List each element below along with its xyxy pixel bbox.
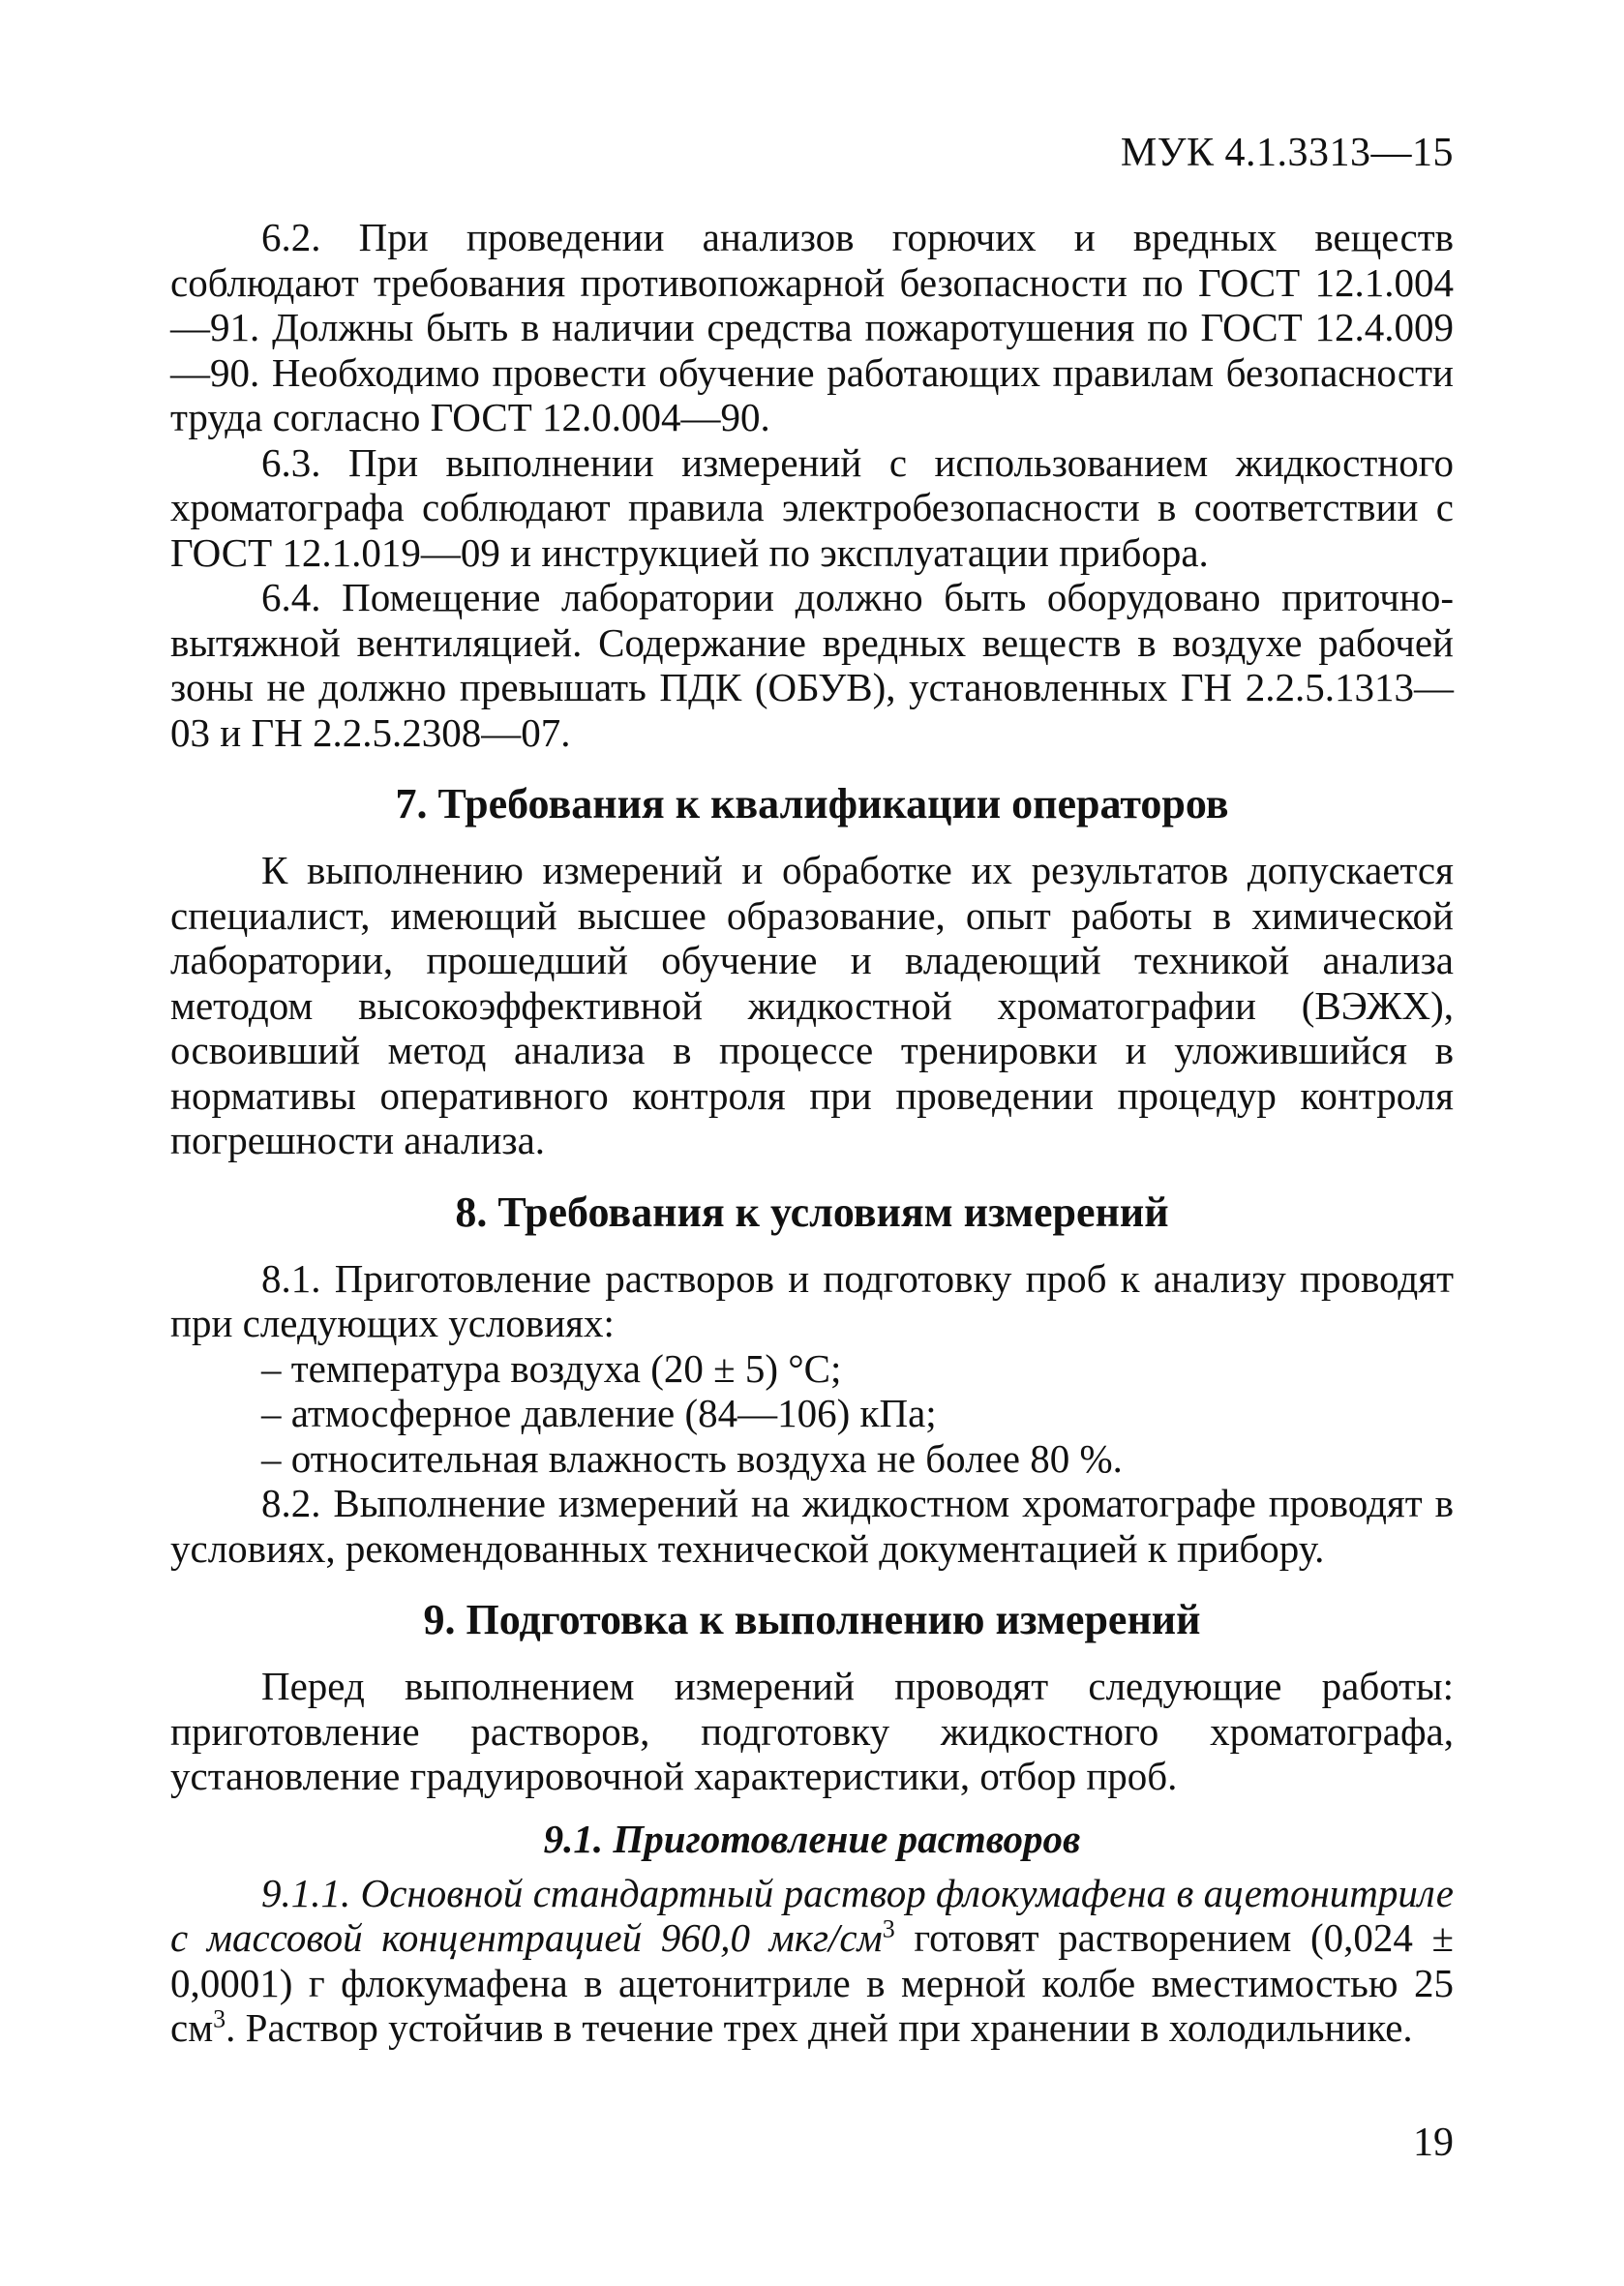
superscript-cube: 3 <box>882 1914 895 1943</box>
paragraph-6-4: 6.4. Помещение лаборатории должно быть оборудовано приточно-вытяжной вентиляцией. Содержание вредных веществ в воздухе рабочей зоны не должно превышать ПДК (ОБУВ), установленных ГН 2.2.5.1313—03 и ГН 2.2.5.2308—07. <box>170 575 1454 755</box>
paragraph-9-1-1 <box>170 1871 1454 2051</box>
running-head: МУК 4.1.3313—15 <box>1120 131 1454 175</box>
paragraph-9-1-1-end: . Раствор устойчив в течение трех дней при хранении в холодильнике. <box>226 2005 1413 2050</box>
paragraph-8-1: 8.1. Приготовление растворов и подготовку проб к анализу проводят при следующих условиях: <box>170 1255 1454 1345</box>
section-9-heading: 9. Подготовка к выполнению измерений <box>423 1596 1201 1643</box>
subsection-9-1-heading: 9.1. Приготовление растворов <box>543 1816 1081 1861</box>
condition-item-pressure: – атмосферное давление (84—106) кПа; <box>261 1391 937 1435</box>
paragraph-9-1-1-text: готовят растворением (0,024 ± 0,0001) г флокумафена в ацетонитриле в мерной колбе вместимостью 25 см <box>170 1915 1454 2050</box>
page-number: 19 <box>1413 2121 1454 2165</box>
section-9-body: Перед выполнением измерений проводят следующие работы: приготовление растворов, подготовку жидкостного хроматографа, установление градуировочной характеристики, отбор проб. <box>170 1664 1454 1798</box>
superscript-cube: 3 <box>213 2004 226 2033</box>
condition-item-humidity: – относительная влажность воздуха не более 80 %. <box>261 1435 1123 1481</box>
paragraph-8-2: 8.2. Выполнение измерений на жидкостном хроматографе проводят в условиях, рекомендованных технической документацией к прибору. <box>170 1481 1454 1571</box>
paragraph-9-1-1-title: 9.1.1. Основной стандартный раствор флокумафена в ацетонитриле с массовой концентрацией 960,0 мкг/см <box>170 1870 1454 1960</box>
section-7-heading: 7. Требования к квалификации операторов <box>395 780 1229 827</box>
paragraph-6-3: 6.3. При выполнении измерений с использованием жидкостного хроматографа соблюдают правила электробезопасности в соответствии с ГОСТ 12.1.019—09 и инструкцией по эксплуатации прибора. <box>170 439 1454 575</box>
section-8-heading: 8. Требования к условиям измерений <box>455 1188 1169 1236</box>
paragraph-6-2: 6.2. При проведении анализов горючих и вредных веществ соблюдают требования противопожарной безопасности по ГОСТ 12.1.004—91. Должны быть в наличии средства пожаротушения по ГОСТ 12.4.009—90. Необходимо провести обучение работающих правилам безопасности труда согласно ГОСТ 12.0.004—90. <box>170 215 1454 439</box>
page-content <box>170 215 1454 2051</box>
condition-item-temperature: – температура воздуха (20 ± 5) °С; <box>261 1345 842 1391</box>
section-7-body: К выполнению измерений и обработке их результатов допускается специалист, имеющий высшее образование, опыт работы в химической лаборатории, прошедший обучение и владеющий техникой анализа методом высокоэффективной жидкостной хроматографии (ВЭЖХ), освоивший метод анализа в процессе тренировки и уложившийся в нормативы оперативного контроля при проведении процедур контроля погрешности анализа. <box>170 848 1454 1162</box>
